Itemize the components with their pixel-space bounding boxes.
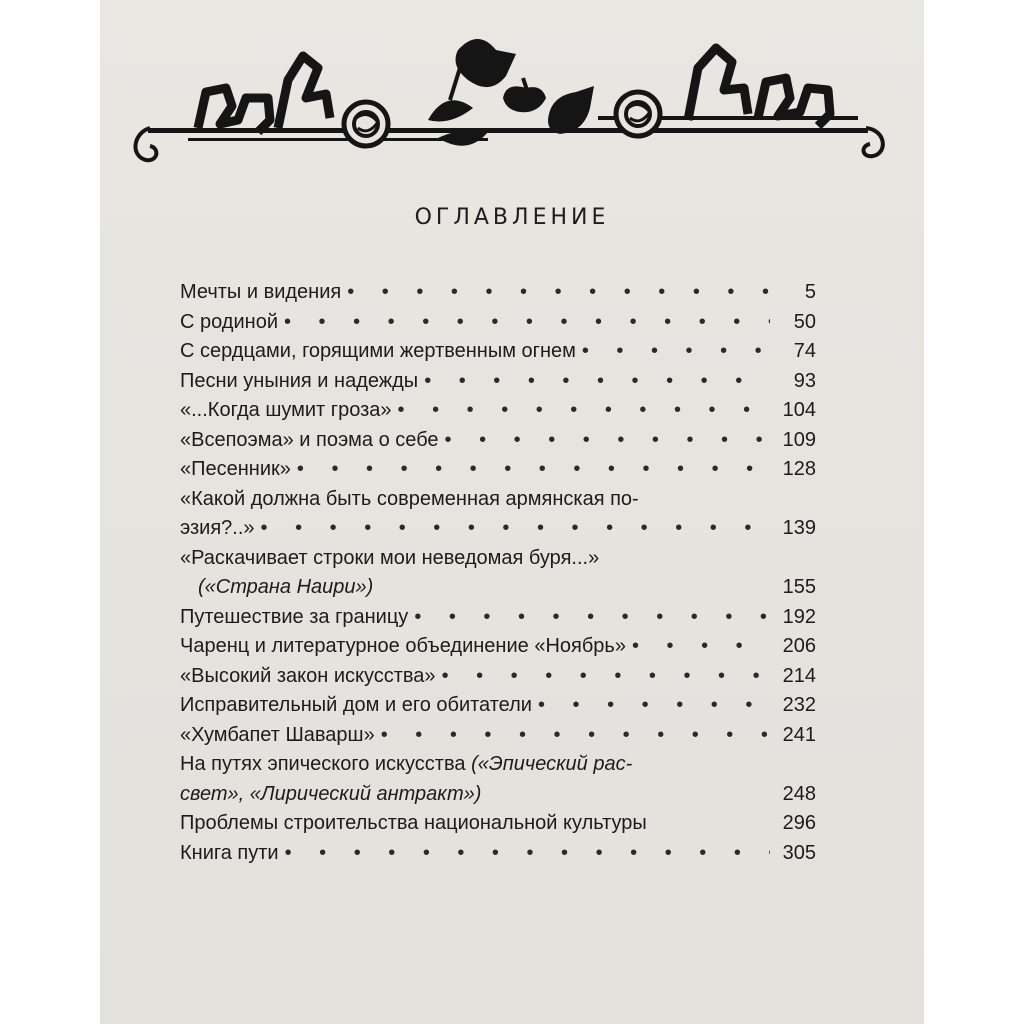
toc-entry-title-line1-italic: («Эпический рас- — [471, 753, 633, 775]
toc-entry-page: 206 — [782, 635, 816, 657]
toc-entry — [180, 662, 816, 692]
toc-entry — [180, 603, 816, 633]
toc-entry — [180, 278, 816, 308]
toc-entry — [180, 367, 816, 397]
toc-entry — [180, 544, 816, 574]
toc-entry-page: 93 — [793, 369, 816, 392]
toc-entry-title-line2: эзия?..» — [180, 517, 255, 539]
toc-entry — [180, 426, 816, 456]
toc-entry-continuation — [180, 573, 816, 603]
toc-entry-title: «Хумбапет Шаварш» — [180, 723, 375, 746]
toc-entry-title-line1: «Раскачивает строки мои неведомая буря...» — [180, 546, 600, 569]
toc-entry-page: 128 — [782, 458, 816, 480]
toc-entry-continuation — [180, 780, 816, 810]
toc-entry-title-line1-wrap — [180, 750, 816, 780]
toc-entry-title: Проблемы строительства национальной культуры — [180, 812, 647, 834]
dot-leader — [632, 632, 770, 662]
toc-entry-page: 214 — [782, 664, 816, 687]
toc-entry-page: 139 — [782, 517, 816, 539]
toc-entry — [180, 396, 816, 426]
toc-entry-title: «Высокий закон искусства» — [180, 664, 436, 687]
dot-leader — [582, 337, 770, 367]
toc-entry-title: С сердцами, горящими жертвенным огнем — [180, 340, 576, 362]
dot-leader — [347, 278, 770, 308]
toc-entry-title: Чаренц и литературное объединение «Ноябрь» — [180, 635, 626, 657]
toc-entry — [180, 337, 816, 367]
dot-leader — [297, 455, 770, 485]
toc-entry-continuation — [180, 514, 816, 544]
toc-entry-title-line2: свет», «Лирический антракт») — [180, 782, 482, 805]
toc-entry-page: 305 — [782, 841, 816, 864]
dot-leader — [261, 514, 770, 544]
toc-entry-title: «Песенник» — [180, 458, 291, 480]
toc-entry — [180, 839, 816, 869]
dot-leader — [424, 367, 770, 397]
toc-entry-title: С родиной — [180, 310, 278, 333]
toc-entry-title: «Всепоэма» и поэма о себе — [180, 428, 439, 451]
toc-entry-title-line1: На путях эпического искусства — [180, 753, 466, 775]
toc-entry-title-line1: «Какой должна быть современная армянская по- — [180, 487, 639, 510]
toc-entry-title: Песни уныния и надежды — [180, 369, 419, 392]
toc-entry-page: 248 — [782, 782, 816, 805]
toc-entry-page: 5 — [804, 281, 816, 303]
toc-entry — [180, 750, 816, 780]
table-of-contents — [180, 278, 816, 868]
left-background — [0, 0, 100, 1024]
toc-entry — [180, 308, 816, 338]
book-page — [100, 0, 924, 1024]
toc-entry — [180, 809, 816, 839]
floral-vine-ornament-icon — [128, 28, 888, 178]
toc-entry-page: 50 — [793, 310, 816, 333]
dot-leader — [538, 691, 770, 721]
toc-entry-page: 109 — [782, 428, 816, 451]
toc-entry-page: 155 — [782, 576, 816, 598]
toc-entry — [180, 455, 816, 485]
dot-leader — [442, 662, 770, 692]
dot-leader — [445, 426, 770, 456]
dot-leader — [398, 396, 770, 426]
toc-entry-page: 296 — [782, 812, 816, 834]
page-title: ОГЛАВЛЕНИЕ — [414, 205, 610, 230]
toc-entry — [180, 721, 816, 751]
toc-entry-page: 104 — [782, 399, 816, 421]
toc-entry-title-line2: («Страна Наири») — [198, 576, 374, 598]
toc-entry-title: «...Когда шумит гроза» — [180, 399, 392, 421]
toc-entry-title: Мечты и видения — [180, 281, 342, 303]
toc-entry — [180, 485, 816, 515]
dot-leader — [285, 839, 770, 869]
toc-entry — [180, 691, 816, 721]
dot-leader — [284, 308, 770, 338]
right-background — [924, 0, 1024, 1024]
toc-entry-title: Книга пути — [180, 841, 279, 864]
toc-entry-title: Путешествие за границу — [180, 605, 409, 628]
toc-entry-page: 232 — [782, 694, 816, 716]
toc-entry-page: 192 — [782, 605, 816, 628]
dot-leader — [381, 721, 770, 751]
toc-entry-page: 241 — [782, 723, 816, 746]
toc-entry-title: Исправительный дом и его обитатели — [180, 694, 532, 716]
dot-leader — [414, 603, 770, 633]
toc-entry-page: 74 — [793, 340, 816, 362]
toc-entry — [180, 632, 816, 662]
